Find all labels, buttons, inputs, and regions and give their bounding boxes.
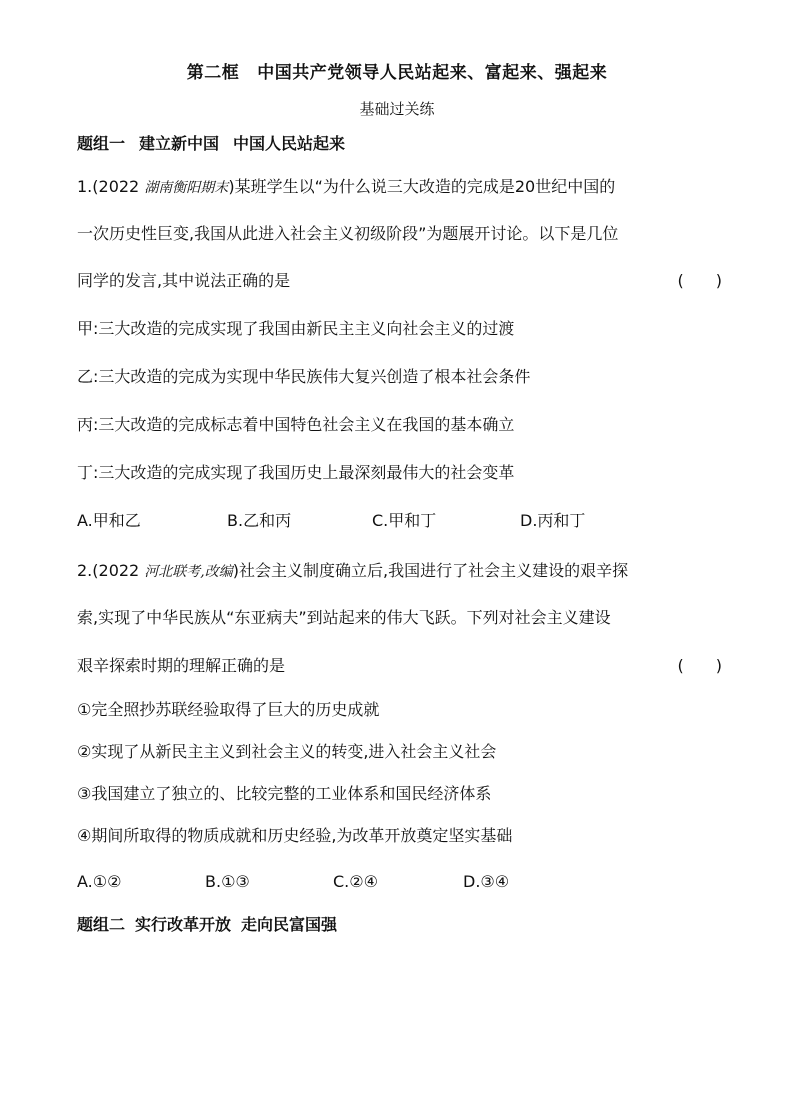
option-d[interactable]: D.丙和丁	[520, 511, 586, 530]
option-a[interactable]: A.①②	[77, 872, 122, 891]
question-text: 艰辛探索时期的理解正确的是	[77, 656, 286, 675]
statement-item: ④期间所取得的物质成就和历史经验,为改革开放奠定坚实基础	[77, 826, 513, 845]
statement-item: ①完全照抄苏联经验取得了巨大的历史成就	[77, 700, 380, 719]
statement-item: 丁:三大改造的完成实现了我国历史上最深刻最伟大的社会变革	[77, 463, 515, 482]
group-heading-1	[77, 133, 722, 155]
question-2-line-3	[77, 655, 722, 677]
section-label: 第二框	[186, 63, 240, 83]
question-2-line-2: 索,实现了中华民族从“东亚病夫”到站起来的伟大飞跃。下列对社会主义建设	[77, 608, 611, 627]
page-title	[0, 58, 794, 83]
group-topic-a: 实行改革开放	[135, 915, 232, 934]
source-close: )	[232, 561, 240, 580]
question-1-line-1	[77, 176, 722, 199]
group-topic-a: 建立新中国	[139, 134, 220, 153]
page-subtitle: 基础过关练	[359, 100, 435, 118]
answer-blank: ( )	[677, 656, 722, 675]
question-1-line-3	[77, 270, 722, 292]
option-b[interactable]: B.乙和丙	[227, 511, 292, 530]
answer-options-2	[77, 871, 722, 893]
statement-item: 丙:三大改造的完成标志着中国特色社会主义在我国的基本确立	[77, 415, 515, 434]
answer-options-1	[77, 510, 722, 532]
question-source: 湖南衡阳期末	[144, 180, 229, 196]
statement-item: 甲:三大改造的完成实现了我国由新民主主义向社会主义的过渡	[77, 319, 515, 338]
statement-item: 乙:三大改造的完成为实现中华民族伟大复兴创造了根本社会条件	[77, 367, 531, 386]
option-d[interactable]: D.③④	[463, 872, 510, 891]
question-number: 2.	[77, 561, 93, 580]
question-text: 某班学生以“为什么说三大改造的完成是20世纪中国的	[234, 177, 616, 196]
group-topic-b: 走向民富国强	[241, 915, 338, 934]
answer-blank: ( )	[677, 271, 722, 290]
section-title: 中国共产党领导人民站起来、富起来、强起来	[257, 63, 608, 83]
statement-item: ③我国建立了独立的、比较完整的工业体系和国民经济体系	[77, 784, 492, 803]
group-label: 题组一	[77, 134, 126, 153]
option-c[interactable]: C.甲和丁	[372, 511, 437, 530]
group-label: 题组二	[77, 915, 126, 934]
source-close: )	[228, 177, 235, 196]
source-open: (2022	[92, 177, 145, 196]
question-1-line-2: 一次历史性巨变,我国从此进入社会主义初级阶段”为题展开讨论。以下是几位	[77, 224, 619, 243]
option-c[interactable]: C.②④	[333, 872, 378, 891]
question-2-line-1	[77, 560, 722, 583]
group-topic-b: 中国人民站起来	[233, 134, 346, 153]
question-text: 社会主义制度确立后,我国进行了社会主义建设的艰辛探	[239, 561, 629, 580]
question-number: 1.	[77, 177, 93, 196]
question-text: 同学的发言,其中说法正确的是	[77, 271, 291, 290]
question-source: 河北联考,改编	[144, 564, 233, 580]
group-heading-2	[77, 914, 722, 936]
option-a[interactable]: A.甲和乙	[77, 511, 141, 530]
statement-item: ②实现了从新民主主义到社会主义的转变,进入社会主义社会	[77, 742, 497, 761]
source-open: (2022	[92, 561, 145, 580]
option-b[interactable]: B.①③	[205, 872, 250, 891]
